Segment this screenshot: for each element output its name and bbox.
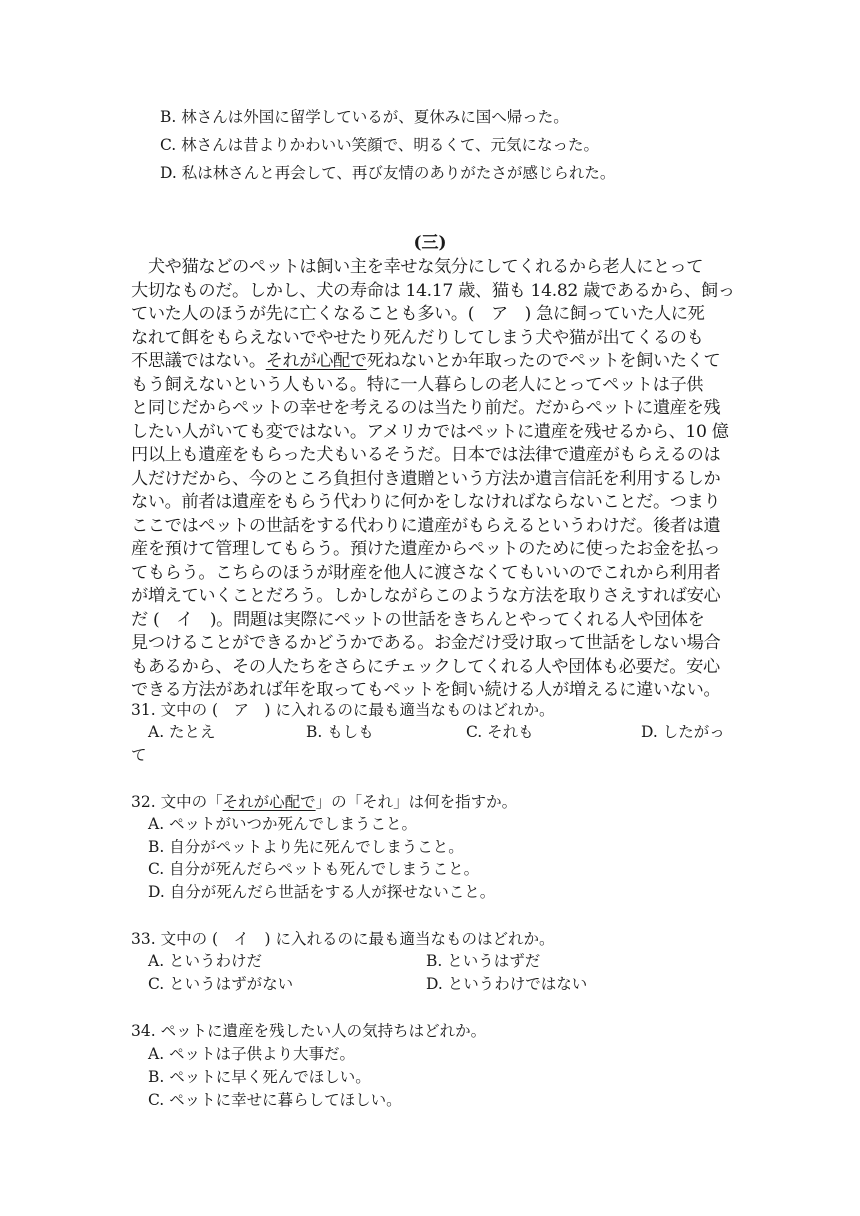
passage-line: ない。前者は遺産をもらう代わりに何かをしなければならないことだ。つまり	[131, 492, 721, 512]
prev-option-b: B. 林さんは外国に留学しているが、夏休みに国へ帰った。	[160, 108, 569, 126]
prev-option-d: D. 私は林さんと再会して、再び友情のありがたさが感じられた。	[160, 164, 616, 182]
option-c: C. 自分が死んだらペットも死んでしまうこと。	[148, 860, 480, 878]
passage-line: できる方法があれば年を取ってもペットを飼い続ける人が増えるに違いない。	[131, 680, 721, 700]
passage-text: 不思議ではない。	[131, 351, 266, 371]
option-a: A. ペットがいつか死んでしまうこと。	[148, 815, 418, 833]
underlined-phrase: それが心配で	[222, 793, 316, 811]
option-a: A. というわけだ	[148, 952, 263, 970]
passage-line: したい人がいても変ではない。アメリカではペットに遺産を残せるから、10 億	[131, 422, 729, 442]
option-b: B. 自分がペットより先に死んでしまうこと。	[148, 838, 464, 856]
passage-line: ここではペットの世話をする代わりに遺産がもらえるというわけだ。後者は遺	[131, 516, 721, 536]
option-a: A. たとえ	[148, 723, 216, 741]
passage-line: 大切なものだ。しかし、犬の寿命は 14.17 歳、猫も 14.82 歳であるから、飼っ	[131, 281, 735, 301]
question-stem: 34. ペットに遺産を残したい人の気持ちはどれか。	[131, 1022, 487, 1040]
passage-line: なれて餌をもらえないでやせたり死んだりしてしまう犬や猫が出てくるのも	[131, 328, 704, 348]
option-d-wrap: て	[131, 746, 147, 764]
question-stem: 31. 文中の ( ア ) に入れるのに最も適当なものはどれか。	[131, 701, 555, 719]
option-d: D. 自分が死んだら世話をする人が探せないこと。	[148, 883, 496, 901]
prev-option-c: C. 林さんは昔よりかわいい笑顔で、明るくて、元気になった。	[160, 136, 600, 154]
passage-line: 産を預けて管理してもらう。預けた遺産からペットのために使ったお金を払っ	[131, 539, 721, 559]
stem-text: 32. 文中の「	[131, 793, 223, 811]
question-stem	[131, 791, 517, 813]
passage-text: 死ねないとか年取ったのでペットを飼いたくて	[366, 351, 721, 371]
passage-line: 円以上も遺産をもらった犬もいるそうだ。日本では法律で遺産がもらえるのは	[131, 445, 721, 465]
passage-line: 人だけだから、今のところ負担付き遺贈という方法か遺言信託を利用するしか	[131, 469, 721, 489]
passage-line: てもらう。こちらのほうが財産を他人に渡さなくてもいいのでこれから利用者	[131, 563, 721, 583]
passage-line	[131, 350, 731, 374]
stem-text: 」の「それ」は何を指すか。	[315, 793, 518, 811]
passage-line: だ ( イ )。問題は実際にペットの世話をきちんとやってくれる人や団体を	[131, 610, 705, 630]
underlined-phrase: それが心配で	[265, 351, 367, 371]
option-d: D. というわけではない	[426, 975, 588, 993]
question-stem: 33. 文中の ( イ ) に入れるのに最も適当なものはどれか。	[131, 930, 555, 948]
option-b: B. ペットに早く死んでほしい。	[148, 1068, 371, 1086]
passage-line: もう飼えないという人もいる。特に一人暮らしの老人にとってペットは子供	[131, 375, 704, 395]
option-a: A. ペットは子供より大事だ。	[148, 1045, 356, 1063]
option-c: C. というはずがない	[148, 975, 294, 993]
option-c: C. ペットに幸せに暮らしてほしい。	[148, 1091, 402, 1109]
option-c: C. それも	[466, 723, 534, 741]
section-title: (三)	[413, 233, 447, 253]
passage-line: が増えていくことだろう。しかしながらこのような方法を取りさえすれば安心	[131, 586, 721, 606]
passage-line: と同じだからペットの幸せを考えるのは当たり前だ。だからペットに遺産を残	[131, 398, 721, 418]
passage-line: もあるから、その人たちをさらにチェックしてくれる人や団体も必要だ。安心	[131, 657, 720, 677]
option-b: B. もしも	[306, 723, 374, 741]
passage-line: ていた人のほうが先に亡くなることも多い。( ア ) 急に飼っていた人に死	[131, 304, 705, 324]
passage-line: 犬や猫などのペットは飼い主を幸せな気分にしてくれるから老人にとって	[131, 257, 704, 277]
option-b: B. というはずだ	[426, 952, 541, 970]
option-d: D. したがっ	[641, 723, 725, 741]
passage-line: 見つけることができるかどうかである。お金だけ受け取って世話をしない場合	[131, 633, 721, 653]
